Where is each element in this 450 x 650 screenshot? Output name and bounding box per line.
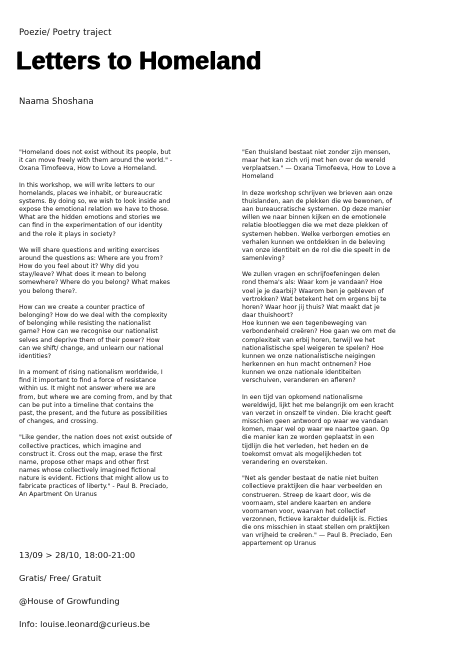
event-contact: Info: louise.leonard@curieus.be [19,618,151,629]
event-venue: @House of Growfunding [19,596,120,607]
english-paragraph: How can we create a counter practice of belonging? How do we deal with the complexity of belonging while resisting the nationalist game? How can we recognise our nationalist selves and deprive them of their power? How can we shift/ change, and unlearn our national identities? [19,303,168,360]
poster-title: Letters to Homeland [16,47,262,75]
dutch-paragraph: In deze workshop schrijven we brieven aan onze thuislanden, aan de plekken die we bewonen, of aan bureaucratische systemen. Op deze manier willen we naar binnen kijken en de emotionele relatie blootleggen die we met deze plekken of systemen hebben. Welke verborgen emoties en verhalen kunnen we ontdekken in de beleving van onze identiteit en de rol die die speelt in de samenleving? [242,189,393,263]
category-label: Poezie/ Poetry traject [19,28,112,38]
english-paragraph: "Like gender, the nation does not exist outside of collective practices, which imagine and construct it. Cross out the map, erase the first name, propose other maps and other first names whose collectively imagined fictional nature is evident. Fictions that might allow us to fabricate practices of liberty." - Paul B. Preciado, An Apartment On Uranus [19,434,172,499]
event-price: Gratis/ Free/ Gratuit [19,573,102,584]
event-info [19,539,229,642]
english-paragraph: "Homeland does not exist without its people, but it can move freely with them around the world." - Oxana Timofeeva, How to Love a Homeland. [19,149,173,173]
author-name: Naama Shoshana [19,97,94,107]
dutch-paragraph: We zullen vragen en schrijfoefeningen delen rond thema's als: Waar kom je vandaan? Hoe voel je je daarbij? Waarom ben je gebleven of vertrokken? Wat betekent het om ergens bij te horen? Waar hoor jij thuis? Wat maakt dat je daar thuishoort? Hoe kunnen we een tegenbeweging van verbondenheid creëren? Hoe gaan we om met de complexiteit van erbij horen, terwijl we het nationalistische spel weigeren te spelen? Hoe kunnen we onze nationalistische neigingen herkennen en hun macht ontnemen? Hoe kunnen we onze nationale identiteiten verschuiven, veranderen en afleren? [242,271,396,385]
english-column [19,149,227,508]
english-paragraph: We will share questions and writing exercises around the questions as: Where are you from? How do you feel about it? Why did you stay/leave? What does it mean to belong somewhere? Where do you belong? What makes you belong there?. [19,246,170,295]
dutch-column [242,149,438,557]
english-paragraph: In a moment of rising nationalism worldwide, I find it important to find a force of resistance within us. It might not answer where we are from, but where we are coming from, and by that can be put into a timeline that contains the past, the present, and the future as possibilities of changes, and crossing. [19,369,173,426]
english-paragraph: In this workshop, we will write letters to our homelands, places we inhabit, or bureaucratic systems. By doing so, we wish to look inside and expose the emotional relation we have to those. What are the hidden emotions and stories we can find in the experimentation of our identity and the role it plays in society? [19,181,171,238]
dutch-paragraph: "Een thuisland bestaat niet zonder zijn mensen, maar het kan zich vrij met hen over de wereld verplaatsen." — Oxana Timofeeva, How to Love a Homeland [242,149,396,181]
dutch-paragraph: In een tijd van opkomend nationalisme wereldwijd, lijkt het me belangrijk om een kracht van verzet in onszelf te vinden. Die kracht geeft misschien geen antwoord op waar we vandaan komen, maar wel op waar we naartoe gaan. Op die manier kan ze worden geplaatst in een tijdlijn die het verleden, het heden en de toekomst omvat als mogelijkheden tot verandering en oversteken. [242,393,394,466]
dutch-paragraph: "Net als gender bestaat de natie niet buiten collectieve praktijken die haar verbeelden en construeren. Streep de kaart door, wis de voornaam, stel andere kaarten en andere voornamen voor, waarvan het collectief verzonnen, fictieve karakter duidelijk is. Ficties die ons misschien in staat stellen om praktijken van vrijheid te creëren." — Paul B. Preciado, Een appartement op Uranus [242,475,393,548]
event-dates: 13/09 > 28/10, 18:00-21:00 [19,550,136,561]
